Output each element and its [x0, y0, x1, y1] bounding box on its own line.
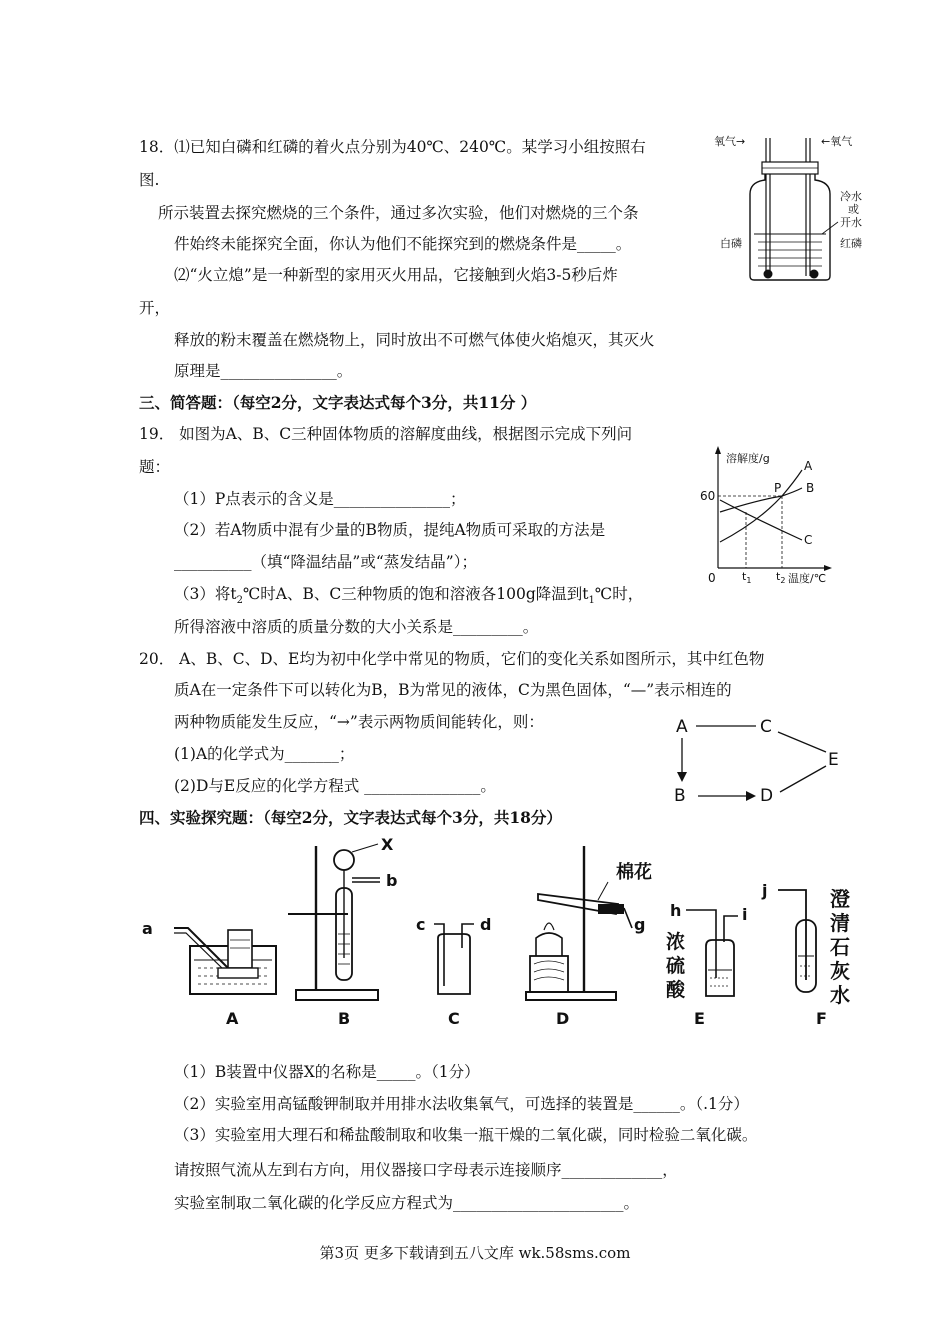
chart-ylabel: 溶解度/g	[726, 452, 770, 465]
oxygen-left-label: 氧气→	[714, 135, 746, 148]
solubility-curve-figure	[698, 442, 848, 590]
node-d: D	[760, 786, 774, 806]
q19-line-2: 题：	[139, 458, 171, 476]
white-phosphorus-label: 白磷	[720, 237, 742, 250]
chart-xlabel: 温度/℃	[788, 572, 827, 585]
section-3-heading: 三、简答题：（每空2分，文字表达式每个3分，共11分 ）	[139, 393, 537, 412]
svg-text:石: 石	[830, 935, 850, 959]
apparatus-e	[666, 901, 747, 1028]
svg-text:灰: 灰	[830, 959, 850, 983]
svg-text:硫: 硫	[666, 955, 686, 977]
q19-line-1: 19． 如图为A、B、C三种固体物质的溶解度曲线，根据图示完成下列问	[139, 425, 633, 443]
svg-text:C: C	[448, 1009, 460, 1028]
q20-line-2: 质A在一定条件下可以转化为B，B为常见的液体，C为黑色固体，“—”表示相连的	[174, 681, 732, 699]
svg-text:清: 清	[830, 911, 850, 935]
svg-text:X: X	[381, 838, 394, 854]
page-footer: 第3页 更多下载请到五八文库 wk.58sms.com	[319, 1244, 631, 1262]
curve-b	[720, 488, 802, 512]
apparatus-d	[526, 846, 652, 1028]
q18-line-7: 释放的粉末覆盖在燃烧物上，同时放出不可燃气体使火焰熄灭，其灭火	[174, 331, 655, 349]
red-phosphorus-label: 红磷	[840, 237, 862, 250]
substance-relation-diagram	[668, 712, 858, 812]
node-b: B	[674, 786, 686, 806]
svg-text:E: E	[694, 1009, 705, 1028]
chart-t2: $t_2$	[776, 570, 786, 585]
svg-text:酸: 酸	[666, 979, 686, 1001]
svg-text:i: i	[742, 905, 748, 924]
svg-text:F: F	[816, 1009, 827, 1028]
q19-line-6: （3）将$t_2℃$时A、B、C三种物质的饱和溶液各100g降温到$t_1℃$时，	[174, 585, 644, 607]
svg-text:A: A	[226, 1009, 239, 1028]
q18-line-5: ⑵“火立熄”是一种新型的家用灭火用品，它接触到火焰3-5秒后炸	[174, 266, 618, 284]
svg-text:h: h	[670, 901, 682, 920]
cold-water-label-3: 开水	[840, 216, 862, 229]
svg-text:水: 水	[830, 983, 850, 1007]
apparatus-c	[416, 915, 491, 1028]
cold-water-label-2: 或	[848, 203, 859, 216]
q19-line-4: （2）若A物质中混有少量的B物质，提纯A物质可采取的方法是	[174, 521, 606, 539]
apparatus-b	[288, 838, 397, 1028]
q20-line-1: 20． A、B、C、D、E均为初中化学中常见的物质，它们的变化关系如图所示，其中红色物	[139, 650, 765, 668]
apparatus-a	[142, 919, 276, 1028]
q21-line-4: 请按照气流从左到右方向，用仪器接口字母表示连接顺序_____________，	[174, 1161, 678, 1179]
svg-text:B: B	[338, 1009, 351, 1028]
svg-text:浓: 浓	[666, 931, 686, 953]
q21-line-1: （1）B装置中仪器X的名称是_____。（1分）	[174, 1063, 480, 1081]
section-4-heading: 四、实验探究题：（每空2分，文字表达式每个3分，共18分）	[139, 808, 562, 827]
svg-text:d: d	[480, 915, 492, 934]
curve-label-b: B	[806, 481, 815, 495]
curve-label-a: A	[804, 459, 813, 473]
q20-line-5: (2)D与E反应的化学方程式 _______________。	[174, 777, 496, 795]
combustion-apparatus-figure	[710, 128, 890, 290]
svg-text:g: g	[634, 915, 646, 934]
q21-line-5: 实验室制取二氧化碳的化学反应方程式为______________________。	[174, 1194, 640, 1212]
chart-y-tick-60: 60	[700, 489, 716, 503]
svg-text:a: a	[142, 919, 153, 938]
svg-text:D: D	[556, 1009, 570, 1028]
curve-label-c: C	[804, 533, 813, 547]
q18-line-4: 件始终未能探究全面，你认为他们不能探究到的燃烧条件是_____。	[174, 235, 632, 253]
point-p-label: P	[774, 481, 782, 495]
q20-line-3: 两种物质能发生反应，“→”表示两物质间能转化，则：	[174, 713, 544, 731]
curve-c	[720, 500, 802, 540]
oxygen-right-label: ←氧气	[821, 135, 853, 148]
svg-text:c: c	[416, 915, 426, 934]
chart-t1: $t_1$	[742, 570, 752, 585]
node-a: A	[676, 717, 688, 737]
svg-text:j: j	[762, 881, 768, 900]
q20-line-4: (1)A的化学式为_______；	[174, 745, 355, 763]
q19-line-5: __________（填“降温结晶”或“蒸发结晶”）；	[174, 553, 477, 571]
cold-water-label-1: 冷水	[840, 190, 862, 203]
q18-line-2: 图.	[139, 171, 160, 189]
svg-text:澄: 澄	[830, 887, 850, 911]
q18-line-8: 原理是_______________。	[174, 362, 353, 380]
svg-text:棉花: 棉花	[616, 862, 652, 883]
apparatus-f	[761, 881, 850, 1028]
q18-line-1: 18．⑴已知白磷和红磷的着火点分别为40℃、240℃。某学习小组按照右	[139, 138, 646, 156]
q21-line-2: （2）实验室用高锰酸钾制取并用排水法收集氧气，可选择的装置是______。（.1分）	[174, 1095, 749, 1113]
q21-line-3: （3）实验室用大理石和稀盐酸制取和收集一瓶干燥的二氧化碳，同时检验二氧化碳。	[174, 1126, 758, 1144]
q18-line-6: 开，	[139, 299, 171, 317]
q18-line-3: 所示装置去探究燃烧的三个条件，通过多次实验，他们对燃烧的三个条	[158, 204, 639, 222]
svg-text:b: b	[386, 871, 398, 890]
node-c: C	[760, 717, 772, 737]
node-e: E	[828, 750, 839, 770]
q19-line-3: （1）P点表示的含义是_______________；	[174, 490, 466, 508]
chart-origin: 0	[708, 571, 716, 585]
lab-apparatus-figure	[138, 838, 868, 1030]
q19-line-7: 所得溶液中溶质的质量分数的大小关系是_________。	[174, 618, 539, 636]
